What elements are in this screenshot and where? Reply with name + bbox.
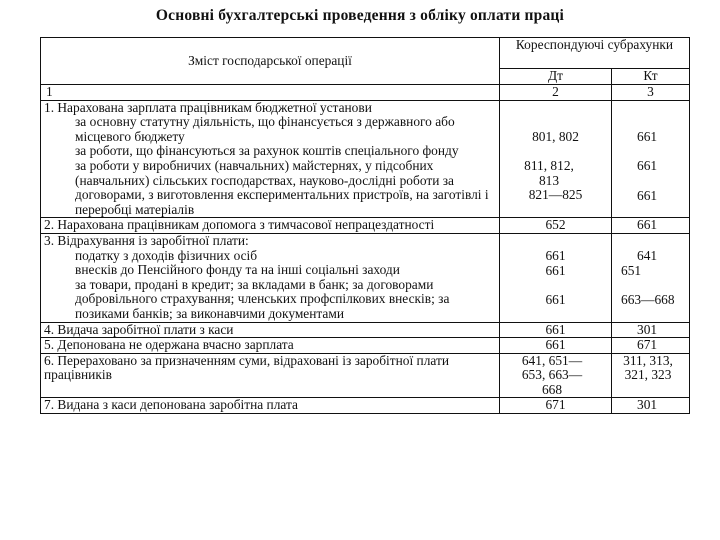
operation-title: 1. Нарахована зарплата працівникам бюджетної установи [44, 99, 372, 115]
header-correspondence: Кореспондуючі субрахунки [500, 38, 690, 69]
debit-value [500, 322, 612, 338]
debit-value: 661 [545, 292, 566, 308]
header-credit: Кт [612, 69, 690, 85]
operation-cell [41, 100, 500, 218]
credit-value [612, 218, 690, 234]
credit-cell [612, 100, 690, 218]
operation-cell: 6. Перераховано за призначенням суми, відраховані із заробітної плати працівників [41, 353, 500, 398]
column-number: 2 [500, 85, 612, 101]
operation-cell [41, 233, 500, 322]
credit-value: 661 [637, 158, 658, 174]
column-number: 1 [41, 85, 500, 101]
table-row [41, 100, 690, 218]
operation-cell: 4. Видача заробітної плати з каси [41, 322, 500, 338]
table-row [41, 322, 690, 338]
operation-cell: 2. Нарахована працівникам допомога з тимчасової непрацездатності [41, 218, 500, 234]
sub-operation: податку з доходів фізичних осіб [75, 247, 258, 263]
sub-operation: за роботи, що фінансуються за рахунок коштів спеціального фонду [75, 143, 459, 159]
credit-value: 661 [637, 187, 658, 203]
debit-value-text: 661 [545, 321, 566, 337]
operation-title: 3. Відрахування із заробітної плати: [44, 232, 249, 248]
sub-operation: внесків до Пенсійного фонду та на інші соціальні заходи [75, 262, 400, 278]
column-number: 3 [612, 85, 690, 101]
debit-value: 661 [545, 262, 566, 278]
debit-value: 661 [545, 247, 566, 263]
sub-operation: за товари, продані в кредит; за вкладами в банк; за договорами добровільного страхування; членських профспілкових внесків; за позиками банків; за виконавчими документами [75, 276, 450, 321]
table-row [41, 233, 690, 322]
debit-cell [500, 100, 612, 218]
credit-value [612, 338, 690, 354]
document-title: Основні бухгалтерські проведення з обліку оплати праці [155, 7, 565, 24]
debit-value: 801, 802 [532, 128, 579, 144]
header-debit: Дт [500, 69, 612, 85]
debit-value [500, 398, 612, 414]
credit-value: 651 [621, 262, 642, 278]
operation-cell: 5. Депонована не одержана вчасно зарплата [41, 338, 500, 354]
debit-value-text: 661 [545, 337, 566, 353]
credit-value: 663—668 [621, 292, 675, 308]
credit-value [612, 398, 690, 414]
debit-cell [500, 233, 612, 322]
credit-value-text: 301 [637, 321, 658, 337]
table-row [41, 398, 690, 414]
credit-value: 641 [637, 247, 658, 263]
credit-value [612, 322, 690, 338]
debit-value-text: 641, 651—653, 663—668 [521, 352, 583, 397]
debit-value: 811, 812, 813 [524, 158, 574, 188]
header-operation: Зміст господарської операції [41, 38, 500, 85]
operation-cell: 7. Видана з каси депонована заробітна плата [41, 398, 500, 414]
credit-value: 661 [637, 128, 658, 144]
debit-value-text: 652 [545, 217, 566, 233]
table-row [41, 218, 690, 234]
credit-cell [612, 233, 690, 322]
debit-value: 821—825 [528, 187, 583, 203]
debit-value-text: 671 [545, 397, 566, 413]
table-row [41, 338, 690, 354]
credit-value [612, 353, 690, 398]
credit-value-text: 671 [637, 337, 658, 353]
debit-value [500, 353, 612, 398]
credit-value-text: 301 [637, 397, 658, 413]
table-row [41, 353, 690, 398]
debit-value [500, 338, 612, 354]
postings-table [40, 37, 690, 414]
credit-value-text: 661 [637, 217, 658, 233]
sub-operation: за роботи у виробничих (навчальних) майстернях, у підсобних (навчальних) сільських господарствах, науково-дослідні роботи за договорами, з виготовлення експериментальних пристроїв, на заготівлі і переробці матеріалів [75, 157, 489, 217]
credit-value-text: 311, 313, 321, 323 [623, 352, 673, 383]
debit-value [500, 218, 612, 234]
sub-operation: за основну статутну діяльність, що фінансується з державного або місцевого бюджету [75, 114, 455, 144]
